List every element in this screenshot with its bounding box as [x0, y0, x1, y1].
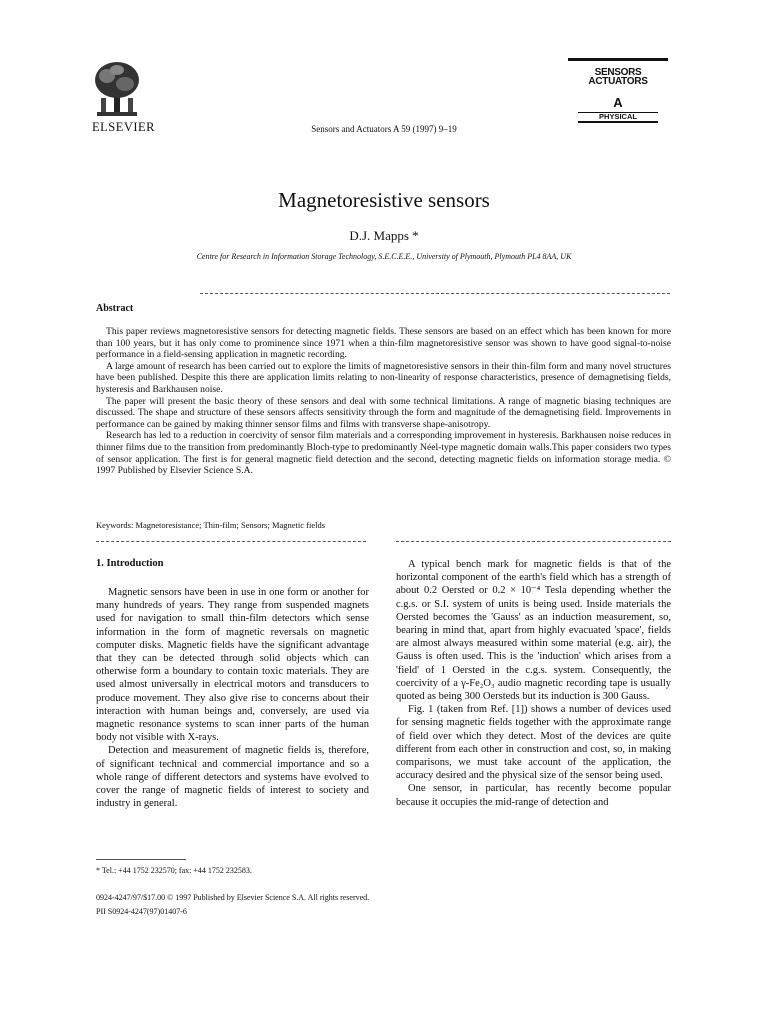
pii-line: PII S0924-4247(97)01407-6 — [96, 907, 187, 916]
logo-section-letter: A — [613, 95, 623, 110]
article-title: Magnetoresistive sensors — [278, 188, 490, 212]
abstract-paragraph: Research has led to a reduction in coercivity of sensor film materials and a corresponding improvement in hysteresis. Barkhausen noise reduces in thinner films due to the transition from predominantly Bloch-type to predominantly Néel-type magnetic domain walls.This paper considers two types of sensor application. The first is for general magnetic field detection and the second, detecting magnetic fields on information storage media. © 1997 Published by Elsevier Science S.A. — [96, 430, 671, 477]
logo-line-sensors: SENSORS — [594, 67, 642, 78]
body-paragraph: Detection and measurement of magnetic fields is, therefore, of significant technical and commercial importance and so a whole range of different detectors and systems have evolved to cover the range of magnetic fields of interest to society and industry in general. — [96, 745, 369, 810]
abstract-paragraph: This paper reviews magnetoresistive sensors for detecting magnetic fields. These sensors are based on an effect which has been known for more than 100 years, but it has only come to prominence since 1971 when a thin-film magnetoresistive sensor was shown to have good signal-to-noise performance in a field-sensing application in magnetic recording. — [96, 326, 671, 361]
journal-citation: Sensors and Actuators A 59 (1997) 9–19 — [311, 124, 457, 134]
publisher-name: ELSEVIER — [92, 120, 156, 134]
journal-logo-title — [568, 68, 668, 86]
abstract-body — [96, 326, 671, 477]
article-author: D.J. Mapps * — [349, 228, 419, 243]
body-paragraph: A typical bench mark for magnetic fields is that of the horizontal component of the earth's field which has a strength of about 0.2 Oersted or 0.2 × 10⁻⁴ Tesla depending whether the c.g.s. or S.I. system of units is being used. Inside materials the Oersted becomes the 'Gauss' as an induction measurement, so, bearing in mind that, apart from highly evacuated 'space', fields are almost always measured within some material (e.g. air), the Gauss is often used. This is the 'induction' which arises from a 'field' of 1 Oersted in the c.g.s. system. Consequently, the coercivity of a γ-Fe₂O₃ audio magnetic recording tape is usually quoted as being 300 Oersteds but its induction is 300 Gauss. — [396, 559, 671, 703]
author-affiliation: Centre for Research in Information Storage Technology, S.E.C.E.E., University of Plymouth, Plymouth PL4 8AA, UK — [196, 252, 572, 261]
body-paragraph: Magnetic sensors have been in use in one form or another for many hundreds of years. They range from suspended magnets used for navigation to small thin-film detectors which sense information in the form of magnetic reversals on magnetic computer disks. Magnetic fields have the significant advantage that they can be detected through solid objects which can otherwise form a boundary to contain toxic materials. They are used almost universally in electrical motors and transducers to produce movement. They also give rise to concerns about their interaction with human beings and, conversely, are used via magnetic resonance systems to scan inner parts of the human body not visible with X-rays. — [96, 587, 369, 744]
right-column — [396, 558, 671, 809]
elsevier-tree-logo — [93, 60, 141, 118]
abstract-paragraph: A large amount of research has been carried out to explore the limits of magnetoresistive sensors in their thin-film form and many novel structures have been published. Despite this there are application limits relating to non-linearity of response characteristics, presence of demagnetising fields, hysteresis and Barkhausen noise. — [96, 360, 671, 395]
keywords: Keywords: Magnetoresistance; Thin-film; Sensors; Magnetic fields — [96, 520, 326, 530]
journal-logo — [568, 58, 668, 128]
logo-rule — [568, 58, 668, 61]
divider-left — [96, 541, 366, 542]
author-footnote: * Tel.: +44 1752 232570; fax: +44 1752 232583. — [96, 866, 252, 875]
divider-top — [200, 293, 670, 294]
abstract-paragraph: The paper will present the basic theory of these sensors and deal with some technical limitations. A range of magnetic biasing techniques are discussed. The shape and structure of these sensors affects sensitivity through the form and magnitude of the demagnetising field. Improvements in performance can be gained by making thinner sensor films and films with transverse shape-anisotropy. — [96, 395, 671, 430]
logo-line-actuators: ACTUATORS — [588, 76, 648, 87]
body-paragraph: Fig. 1 (taken from Ref. [1]) shows a number of devices used for sensing magnetic fields together with the approximate range of field over which they detect. Most of the devices are quite different from each other in construction and cost, so, in making comparisons, we must take account of the application, the accuracy desired and the physical size of the sensor being used. — [396, 704, 671, 782]
left-column — [96, 586, 369, 810]
body-paragraph: One sensor, in particular, has recently become popular because it occupies the mid-range of detection and — [396, 783, 671, 808]
copyright-line: 0924-4247/97/$17.00 © 1997 Published by Elsevier Science S.A. All rights reserved. — [96, 893, 370, 902]
logo-section-name: PHYSICAL — [578, 112, 658, 123]
footnote-rule — [96, 859, 186, 860]
abstract-heading: Abstract — [96, 303, 134, 314]
section-heading: 1. Introduction — [96, 558, 164, 569]
divider-right — [396, 541, 671, 542]
